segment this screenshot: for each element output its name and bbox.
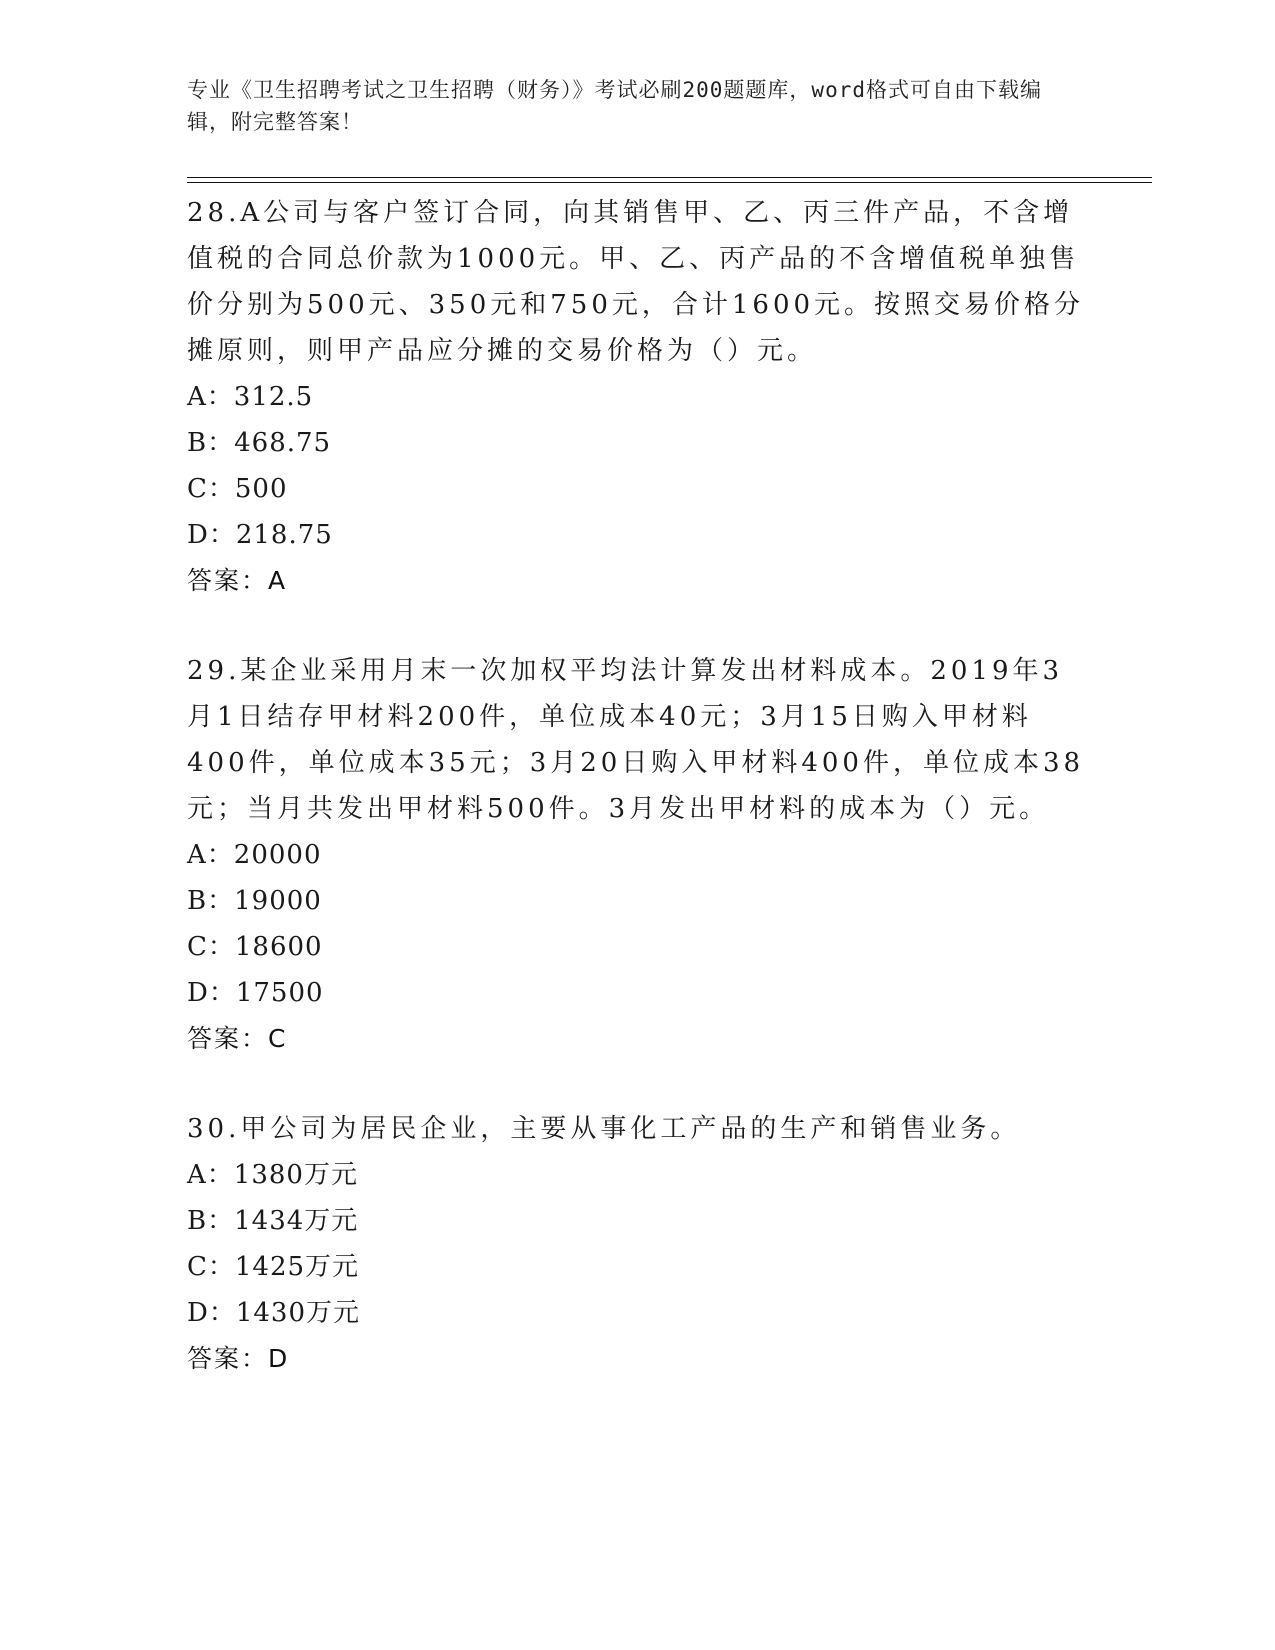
question-stem: 28.A公司与客户签订合同，向其销售甲、乙、丙三件产品，不含增值税的合同总价款为1000元。甲、乙、丙产品的不含增值税单独售价分别为500元、350元和750元，合计1600元。按照交易价格分摊原则，则甲产品应分摊的交易价格为（）元。 xyxy=(187,198,1085,366)
answer: 答案：A xyxy=(187,566,288,595)
option-b: B：1434万元 xyxy=(187,1206,359,1236)
option-d: D：17500 xyxy=(187,978,324,1008)
question-30 xyxy=(187,1106,1087,1382)
option-b: B：468.75 xyxy=(187,428,332,458)
option-b: B：19000 xyxy=(187,886,322,916)
question-29 xyxy=(187,648,1087,1062)
answer: 答案：D xyxy=(187,1344,290,1373)
option-c: C：1425万元 xyxy=(187,1252,360,1282)
option-c: C：18600 xyxy=(187,932,323,962)
option-a: A：1380万元 xyxy=(187,1160,358,1190)
question-stem: 30.甲公司为居民企业，主要从事化工产品的生产和销售业务。 xyxy=(187,1114,1021,1144)
question-28 xyxy=(187,190,1087,604)
answer: 答案：C xyxy=(187,1024,288,1053)
option-d: D：1430万元 xyxy=(187,1298,361,1328)
option-a: A：312.5 xyxy=(187,382,314,412)
option-a: A：20000 xyxy=(187,840,322,870)
question-stem: 29.某企业采用月末一次加权平均法计算发出材料成本。2019年3月1日结存甲材料200件，单位成本40元；3月15日购入甲材料400件，单位成本35元；3月20日购入甲材料400件，单位成本38元；当月共发出甲材料500件。3月发出甲材料的成本为（）元。 xyxy=(187,656,1085,824)
document-header: 专业《卫生招聘考试之卫生招聘（财务）》考试必刷200题题库，word格式可自由下载编辑，附完整答案！ xyxy=(187,78,1042,134)
header-rule-bottom xyxy=(187,182,1152,183)
option-d: D：218.75 xyxy=(187,520,333,550)
header-rule-top xyxy=(187,177,1152,178)
option-c: C：500 xyxy=(187,474,288,504)
